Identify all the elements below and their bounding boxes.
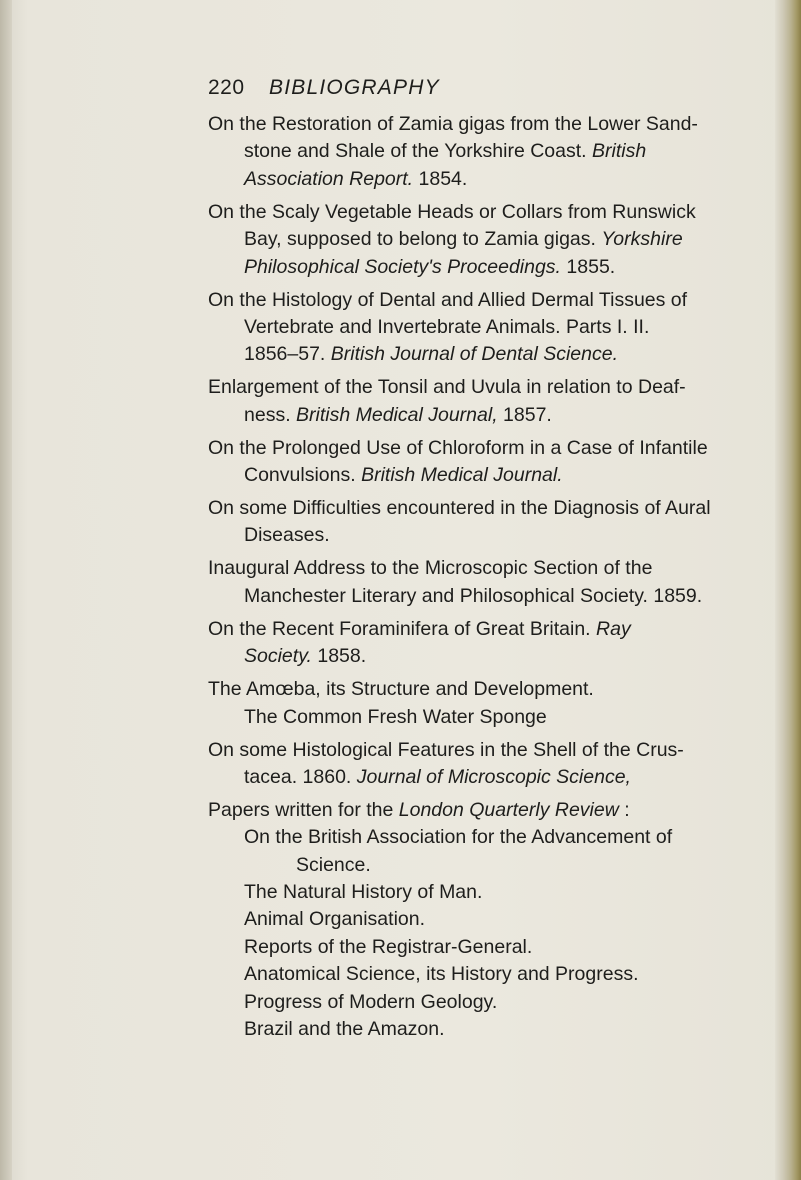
papers-section (208, 797, 768, 1044)
bibliography-entry: On some Difficulties encountered in the Diagnosis of Aural Diseases. (208, 497, 711, 547)
bibliography-entry: On the Restoration of Zamia gigas from the Lower Sand- stone and Shale of the Yorkshire Coast. British Association Report. 1854. (208, 113, 698, 190)
bibliography-list (208, 111, 768, 1043)
bibliography-entry: On the Prolonged Use of Chloroform in a Case of Infantile Convulsions. British Medical Journal. (208, 436, 708, 487)
bibliography-entry: Enlargement of the Tonsil and Uvula in relation to Deaf- ness. British Medical Journal, 1857. (208, 376, 686, 426)
running-title: BIBLIOGRAPHY (269, 76, 440, 99)
paper-item: Progress of Modern Geology. (244, 990, 498, 1013)
paper-item: Brazil and the Amazon. (244, 1018, 445, 1041)
paper-item: Science. (296, 853, 371, 876)
bibliography-entry: On the Scaly Vegetable Heads or Collars from Runswick Bay, supposed to belong to Zamia gigas. Yorkshire Philosophical Society's Proceedings. 1855. (208, 200, 696, 278)
page-header (208, 76, 628, 106)
paper-item: Reports of the Registrar-General. (244, 935, 533, 958)
paper-item: Animal Organisation. (244, 908, 426, 931)
bibliography-entry: The Amœba, its Structure and Development. The Common Fresh Water Sponge (208, 678, 594, 728)
page-number: 220 (208, 76, 245, 99)
papers-intro: Papers written for the London Quarterly Review : (208, 798, 630, 821)
page-left-edge (0, 0, 12, 1180)
bibliography-entry: Inaugural Address to the Microscopic Section of the Manchester Literary and Philosophical Society. 1859. (208, 557, 703, 607)
paper-item: On the British Association for the Advancement of (244, 826, 673, 849)
bibliography-entry: On the Histology of Dental and Allied Dermal Tissues of Vertebrate and Invertebrate Animals. Parts I. II. 1856–57. British Journal of Dental Science. (208, 288, 688, 366)
paper-item: The Natural History of Man. (244, 881, 483, 904)
page-right-edge (775, 0, 801, 1180)
bibliography-entry: On some Histological Features in the Shell of the Crus- tacea. 1860. Journal of Microscopic Science, (208, 738, 684, 788)
bibliography-entry: On the Recent Foraminifera of Great Britain. Ray Society. 1858. (208, 617, 631, 668)
paper-item: Anatomical Science, its History and Progress. (244, 963, 639, 986)
